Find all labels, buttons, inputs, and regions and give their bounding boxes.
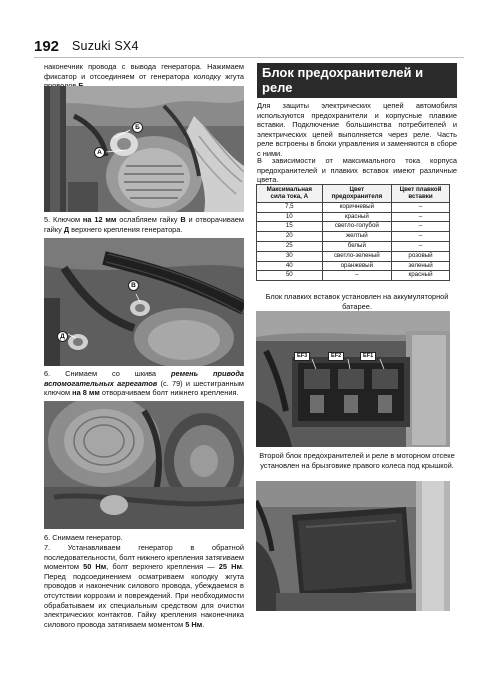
step5-bold-f: Д	[63, 224, 70, 234]
step-6b-caption	[44, 533, 244, 543]
table-row	[257, 242, 450, 252]
photo-covered-fuse-box	[256, 481, 450, 611]
table-cell: 10	[257, 212, 323, 222]
table-cell: розовый	[392, 251, 450, 261]
table-cell: –	[392, 222, 450, 232]
step-6-caption	[44, 369, 244, 398]
table-cell: 50	[257, 271, 323, 281]
table-cell: светло-зеленый	[322, 251, 391, 261]
table-cell: –	[392, 242, 450, 252]
book-title: Suzuki SX4	[72, 39, 139, 53]
intro-fuses-paragraph: Для защиты электрических цепей автомобиля используются предохранители и корпусные плавкие вставки. Подключение большинства потребителей и электрических цепей выполняется через реле. Часть реле встроены в блоки управления и заменяются в сборе с ними.	[257, 101, 457, 158]
table-cell: желтый	[322, 232, 391, 242]
step7-bold-f: 5 Нм	[185, 619, 203, 629]
table-cell: оранжевый	[322, 261, 391, 271]
step5-bold-d: В	[180, 215, 186, 224]
page-header	[34, 36, 139, 56]
intro-text: наконечник провода с вывода генератора. Нажимаем фиксатор и отсоединяем от генератора колодку жгута	[44, 62, 244, 81]
marker-b: Б	[132, 122, 143, 133]
step7-bold-b: 50 Нм	[83, 562, 107, 572]
table-cell: 15	[257, 222, 323, 232]
upper-mount-illustration	[44, 238, 244, 366]
fusible-link-illustration	[256, 311, 450, 447]
photo-lower-mount	[44, 401, 244, 529]
step7-text-c: , болт верхнего крепления —	[106, 562, 219, 572]
table-cell: коричневый	[322, 202, 391, 212]
table-header-fuse-color: Цвет предохранителя	[322, 185, 391, 203]
marker-d: Д	[57, 331, 68, 342]
table-row	[257, 261, 450, 271]
table-cell: –	[392, 232, 450, 242]
table-cell: 7,5	[257, 202, 323, 212]
table-row	[257, 232, 450, 242]
table-row	[257, 212, 450, 222]
table-cell: 40	[257, 261, 323, 271]
step6-text-e: отворачиваем болт нижнего крепления.	[99, 388, 239, 398]
section-title: Блок предохранителей и реле	[257, 63, 457, 98]
step6-bold-b: ремень привода вспомогательных агрегатов	[44, 369, 244, 388]
table-row	[257, 251, 450, 261]
step5-text-a: 5. Ключом	[44, 215, 83, 224]
photo-fusible-link-block	[256, 311, 450, 447]
step7-text-g: .	[202, 619, 205, 629]
step5-bold-b: на 12 мм	[82, 215, 117, 224]
label-ef2: EF2	[328, 352, 344, 361]
table-row	[257, 271, 450, 281]
marker-v: В	[128, 280, 139, 291]
table-cell: белый	[322, 242, 391, 252]
covered-fuse-box-illustration	[256, 481, 450, 611]
table-cell: –	[392, 212, 450, 222]
table-header-current: Максимальная сила тока, А	[257, 185, 323, 203]
step5-text-c: ослабляем гайку	[116, 215, 181, 224]
table-cell: –	[392, 202, 450, 212]
lower-mount-illustration	[44, 401, 244, 529]
fusible-links-caption: Блок плавких вставок установлен на аккумуляторной батарее.	[265, 292, 449, 311]
table-row	[257, 222, 450, 232]
page-number: 192	[34, 37, 60, 55]
table-cell: красный	[392, 271, 450, 281]
step5-text-g: верхнего крепления генератора.	[69, 224, 183, 234]
second-block-caption: Второй блок предохранителей и реле в моторном отсеке установлен на брызговике правого колеса под крышкой.	[259, 451, 455, 470]
step5-text-e: и отворачиваем гайку	[44, 215, 244, 234]
table-header-row	[257, 185, 450, 203]
label-ef1: EF1	[360, 352, 376, 361]
photo-generator-connector	[44, 86, 244, 212]
step-5-caption	[44, 215, 244, 234]
step6-text-a: 6. Снимаем со шкива	[44, 369, 171, 378]
table-cell: красный	[322, 212, 391, 222]
fuse-colors-paragraph: В зависимости от максимального тока корпуса предохранителей и плавких вставок имеют различные цвета.	[257, 156, 457, 185]
table-cell: 20	[257, 232, 323, 242]
marker-a: А	[94, 147, 105, 158]
table-cell: –	[322, 271, 391, 281]
table-header-link-color: Цвет плавкой вставки	[392, 185, 450, 203]
table-cell: 30	[257, 251, 323, 261]
step7-text-e: . Перед подсоединением осматриваем колодку жгута проводов и наконечник силового провода, убеждаемся в отсутствии коррозии и повреждений. При необходимости обрабатываем их специальным средством для очистки электрических контактов. Гайку крепления наконечника силового провода затягиваем моментом	[44, 562, 244, 629]
step6-text-c: (с. 79) и шестигранным ключом	[44, 378, 244, 398]
generator-connector-illustration	[44, 86, 244, 212]
table-cell: светло-голубой	[322, 222, 391, 232]
fuse-color-table	[256, 184, 450, 281]
step7-text-a: 7. Устанавливаем генератор в обратной последовательности, болт нижнего крепления затягиваем моментом	[44, 543, 244, 572]
step7-bold-d: 25 Нм	[218, 562, 242, 572]
step6b-text: 6. Снимаем генератор.	[44, 533, 123, 542]
table-row	[257, 202, 450, 212]
table-cell: зеленый	[392, 261, 450, 271]
step-7-paragraph	[44, 543, 244, 629]
table-cell: 25	[257, 242, 323, 252]
label-ef3: EF3	[294, 352, 310, 361]
header-divider	[34, 57, 464, 58]
step6-bold-d: на 8 мм	[72, 388, 100, 398]
photo-upper-mount	[44, 238, 244, 366]
